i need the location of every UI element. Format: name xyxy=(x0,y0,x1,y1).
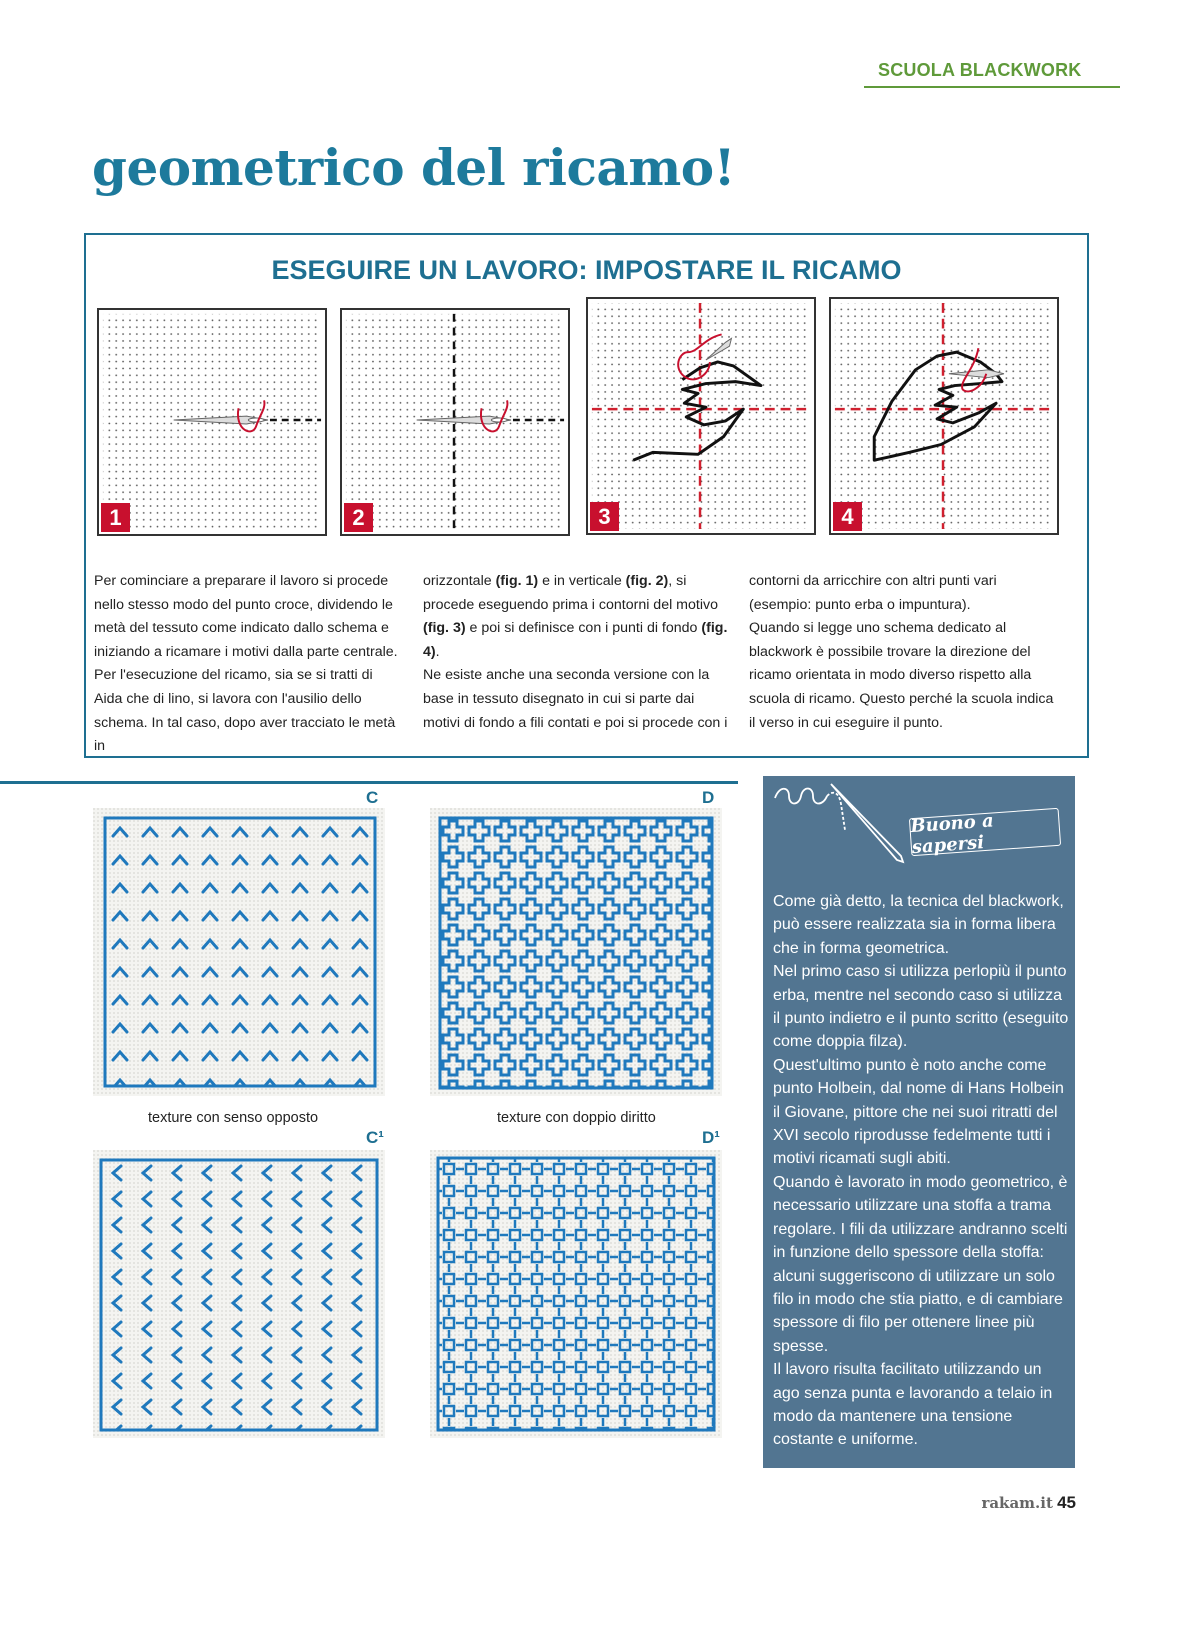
page-title: geometrico del ricamo! xyxy=(92,138,736,197)
caption-d: texture con doppio diritto xyxy=(497,1110,656,1126)
tip-paragraph: Quando è lavorato in modo geometrico, è necessario utilizzare una stoffa a trama regolare. I fili da utilizzare andranno scelti in funzione dello spessore della stoffa: alcuni suggeriscono di utilizzare un solo filo in modo che stia piatto, e di cambiare spessore di filo per ottenere linee più spesse. xyxy=(773,1173,1068,1355)
box-title: ESEGUIRE UN LAVORO: IMPOSTARE IL RICAMO xyxy=(271,255,902,285)
figure-number: 1 xyxy=(101,503,130,532)
text-column-3 xyxy=(749,570,1054,735)
section-tag: SCUOLA BLACKWORK xyxy=(878,60,1082,80)
needle-thread-icon xyxy=(769,780,909,870)
figure-4 xyxy=(829,297,1059,535)
tip-badge: Buono a sapersi xyxy=(909,808,1061,856)
paragraph: contorni da arricchire con altri punti vari (esempio: punto erba o impuntura). xyxy=(749,573,997,613)
sample-label-d1: D¹ xyxy=(702,1128,720,1147)
text-column-2 xyxy=(423,570,728,735)
figure-3 xyxy=(586,297,816,535)
tip-paragraph: Come già detto, la tecnica del blackwork, può essere realizzata sia in forma libera che in forma geometrica. xyxy=(773,893,1064,957)
figure-number: 3 xyxy=(590,502,619,531)
site-name: rakam.it xyxy=(981,1494,1053,1512)
figure-number: 4 xyxy=(833,502,862,531)
paragraph: Ne esiste anche una seconda versione con la base in tessuto disegnato in cui si parte dai motivi di fondo a fili contati e poi si procede con i xyxy=(423,667,728,731)
tip-panel xyxy=(763,776,1075,1468)
tip-paragraph: Quest'ultimo punto è noto anche come punto Holbein, dal nome di Hans Holbein il Giovane, pittore che nei suoi ritratti del XVI secolo riprodusse fedelmente tutti i motivi ricamati sugli abiti. xyxy=(773,1056,1064,1168)
paragraph: Quando si legge uno schema dedicato al blackwork è possibile trovare la direzione del ricamo orientata in modo diverso rispetto alla scuola di ricamo. Questo perché la scuola indica il verso in cui eseguire il punto. xyxy=(749,620,1054,731)
section-rule xyxy=(864,86,1120,88)
sample-d1-photo xyxy=(430,1150,722,1438)
page-footer xyxy=(981,1493,1076,1513)
tip-text xyxy=(773,890,1069,1452)
tip-paragraph: Il lavoro risulta facilitato utilizzando un ago senza punta e lavorando a telaio in modo da mantenere una tensione costante e uniforme. xyxy=(773,1361,1053,1449)
figure-2 xyxy=(340,308,570,536)
paragraph: Per cominciare a preparare il lavoro si procede nello stesso modo del punto croce, dividendo le metà del tessuto come indicato dallo schema e iniziando a ricamare i motivi dalla parte centrale. Per l'esecuzione del ricamo, sia se si tratti di Aida che di lino, si lavora con l'ausilio dello schema. In tal caso, dopo aver tracciato le metà in xyxy=(94,573,398,755)
section-divider xyxy=(0,781,738,784)
sample-label-c: C xyxy=(366,788,379,807)
sample-c1-photo xyxy=(93,1150,385,1438)
sample-d-photo xyxy=(430,808,722,1096)
tip-paragraph: Nel primo caso si utilizza perlopiù il punto erba, mentre nel secondo caso si utilizza il punto indietro e il punto scritto (eseguito come doppia filza). xyxy=(773,963,1069,1051)
figure-1 xyxy=(97,308,327,536)
sample-label-d: D xyxy=(702,788,715,807)
sample-label-c1: C¹ xyxy=(366,1128,384,1147)
instructions-box xyxy=(84,233,1089,758)
figure-number: 2 xyxy=(344,503,373,532)
sample-c-photo xyxy=(93,808,385,1096)
page-number: 45 xyxy=(1057,1493,1076,1512)
paragraph: orizzontale (fig. 1) e in verticale (fig. 2), si procede eseguendo prima i contorni del motivo (fig. 3) e poi si definisce con i punti di fondo (fig. 4). xyxy=(423,573,728,660)
caption-c: texture con senso opposto xyxy=(148,1110,319,1126)
text-column-1 xyxy=(94,570,399,759)
